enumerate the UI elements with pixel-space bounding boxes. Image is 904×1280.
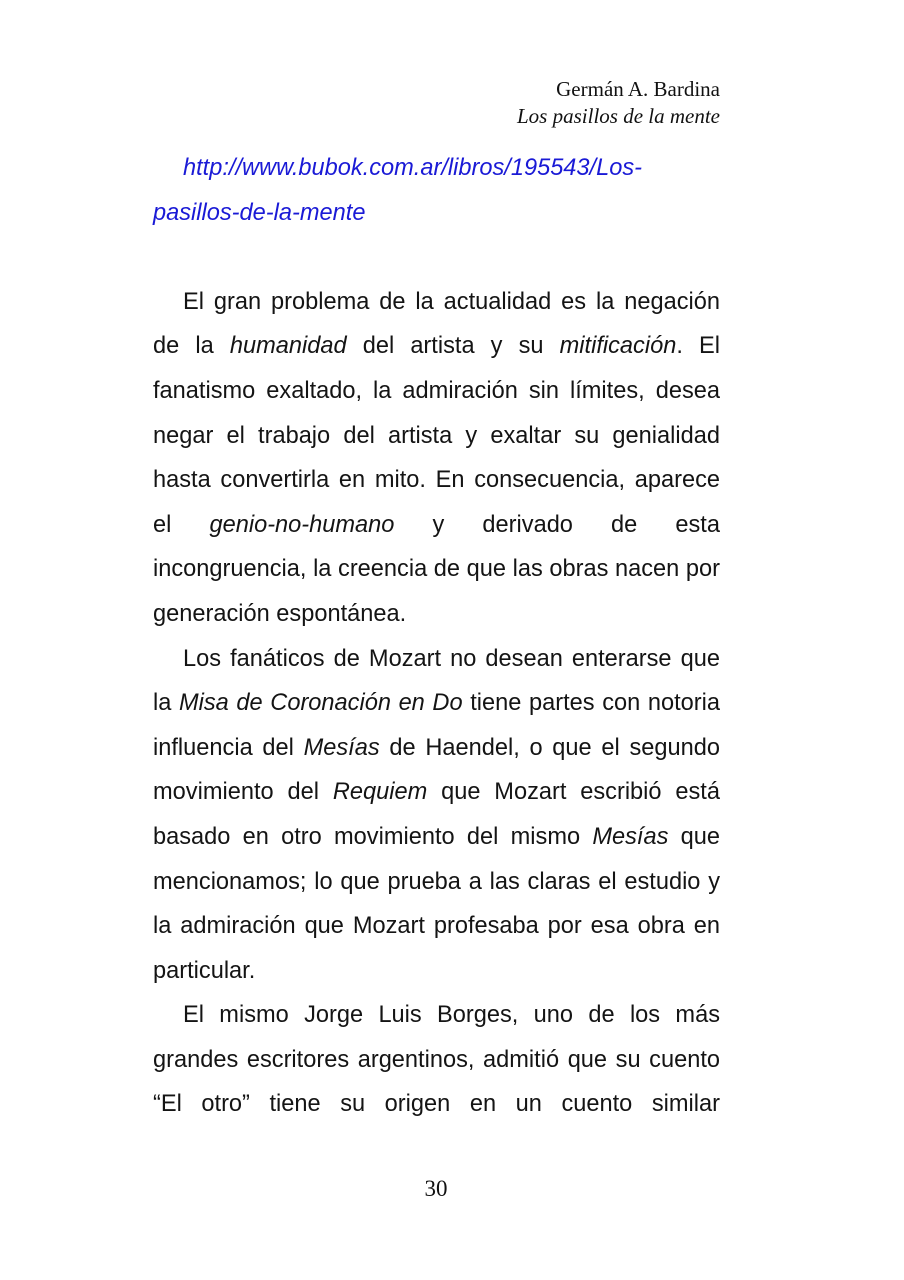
paragraph-2-text: tiene partes con notoria influencia del — [153, 690, 720, 761]
header-book-title: Los pasillos de la mente — [517, 104, 720, 128]
paragraph-3 — [153, 993, 720, 1127]
paragraph-1-text: . El fanatismo exaltado, la admiración sin límites, desea negar el trabajo del artista y exaltar su genialidad hasta convertirla en mito. En consecuencia, aparece el — [153, 333, 720, 538]
book-link[interactable] — [153, 146, 720, 235]
page-number: 30 — [424, 1176, 448, 1201]
paragraph-1-text: del artista y su — [346, 333, 560, 360]
emphasis-mitificacion: mitificación — [559, 333, 677, 360]
paragraph-2-text: que Mozart escribió está basado en otro movimiento del mismo — [153, 779, 720, 850]
paragraph-2-text: Los fanáticos de Mozart no desean enterarse que la — [153, 645, 720, 717]
paragraph-1-text: y derivado de esta incongruencia, la creencia de que las obras nacen por generación espontánea. — [153, 511, 720, 627]
emphasis-mesias: Mesías — [303, 734, 380, 761]
book-link-text[interactable]: http://www.bubok.com.ar/libros/195543/Los-pasillos-de-la-mente — [153, 155, 643, 226]
emphasis-humanidad: humanidad — [229, 333, 347, 360]
paragraph-1 — [153, 280, 720, 637]
running-header — [517, 76, 720, 130]
emphasis-misa-de-coronacion: Misa de Coronación en Do — [178, 690, 463, 717]
header-author: Germán A. Bardina — [556, 77, 720, 101]
emphasis-requiem: Requiem — [332, 779, 428, 806]
paragraph-2-text: de Haendel, o que el segundo movimiento del — [153, 734, 720, 806]
emphasis-genio-no-humano: genio-no-humano — [209, 511, 395, 538]
body-text — [153, 146, 720, 1127]
paragraph-2 — [153, 637, 720, 994]
paragraph-2-text: que mencionamos; lo que prueba a las claras el estudio y la admiración que Mozart profesaba por esa obra en particular. — [153, 823, 720, 984]
emphasis-mesias: Mesías — [592, 823, 669, 850]
paragraph-3-text: El mismo Jorge Luis Borges, uno de los más grandes escritores argentinos, admitió que su cuento “El otro” tiene su origen en un cuento similar — [153, 1002, 720, 1118]
paragraph-1-text: El gran problema de la actualidad es la negación de la — [153, 288, 720, 360]
